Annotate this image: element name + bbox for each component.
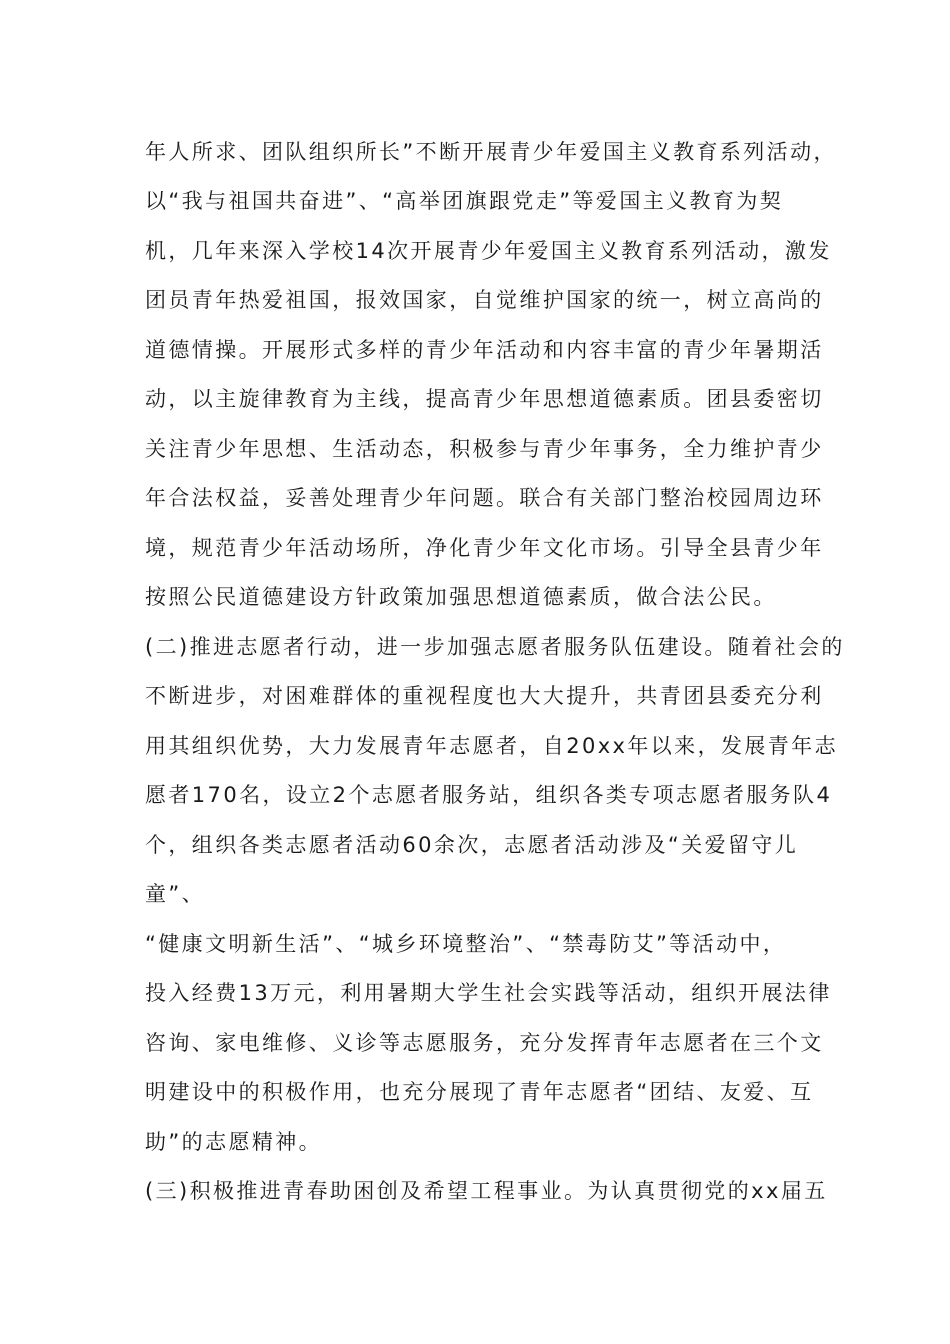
text-line: “健康文明新生活”、“城乡环境整治”、“禁毒防艾”等活动中， bbox=[145, 932, 787, 956]
text-line: 机，几年来深入学校14次开展青少年爱国主义教育系列活动，激发 bbox=[145, 239, 832, 263]
text-line: 投入经费13万元，利用暑期大学生社会实践等活动，组织开展法律 bbox=[145, 981, 832, 1005]
text-line: 愿者170名，设立2个志愿者服务站，组织各类专项志愿者服务队4 bbox=[145, 783, 833, 807]
text-line: 关注青少年思想、生活动态，积极参与青少年事务，全力维护青少 bbox=[145, 437, 824, 461]
text-line: 童”、 bbox=[145, 882, 206, 906]
text-line: 年合法权益，妥善处理青少年问题。联合有关部门整治校园周边环 bbox=[145, 486, 824, 510]
text-line: 助”的志愿精神。 bbox=[145, 1130, 323, 1154]
text-line: 个，组织各类志愿者活动60余次，志愿者活动涉及“关爱留守儿 bbox=[145, 833, 799, 857]
section-heading-two: (二)推进志愿者行动，进一步加强志愿者服务队伍建设。随着社会的 bbox=[145, 635, 845, 659]
text-line: 咨询、家电维修、义诊等志愿服务，充分发挥青年志愿者在三个文 bbox=[145, 1031, 824, 1055]
text-line: 道德情操。开展形式多样的青少年活动和内容丰富的青少年暑期活 bbox=[145, 338, 824, 362]
text-line: 明建设中的积极作用，也充分展现了青年志愿者“团结、友爱、互 bbox=[145, 1080, 814, 1104]
text-line: 年人所求、团队组织所长”不断开展青少年爱国主义教育系列活动， bbox=[145, 140, 837, 164]
text-line: 团员青年热爱祖国，报效国家，自觉维护国家的统一，树立高尚的 bbox=[145, 288, 824, 312]
text-line: 用其组织优势，大力发展青年志愿者，自20xx年以来，发展青年志 bbox=[145, 734, 838, 758]
text-line: 境，规范青少年活动场所，净化青少年文化市场。引导全县青少年 bbox=[145, 536, 824, 560]
text-line: 动，以主旋律教育为主线，提高青少年思想道德素质。团县委密切 bbox=[145, 387, 824, 411]
section-heading-three: (三)积极推进青春助困创及希望工程事业。为认真贯彻党的xx届五 bbox=[145, 1179, 828, 1203]
text-line: 以“我与祖国共奋进”、“高举团旗跟党走”等爱国主义教育为契 bbox=[145, 189, 784, 213]
text-line: 按照公民道德建设方针政策加强思想道德素质，做合法公民。 bbox=[145, 585, 777, 609]
text-line: 不断进步，对困难群体的重视程度也大大提升，共青团县委充分利 bbox=[145, 684, 824, 708]
